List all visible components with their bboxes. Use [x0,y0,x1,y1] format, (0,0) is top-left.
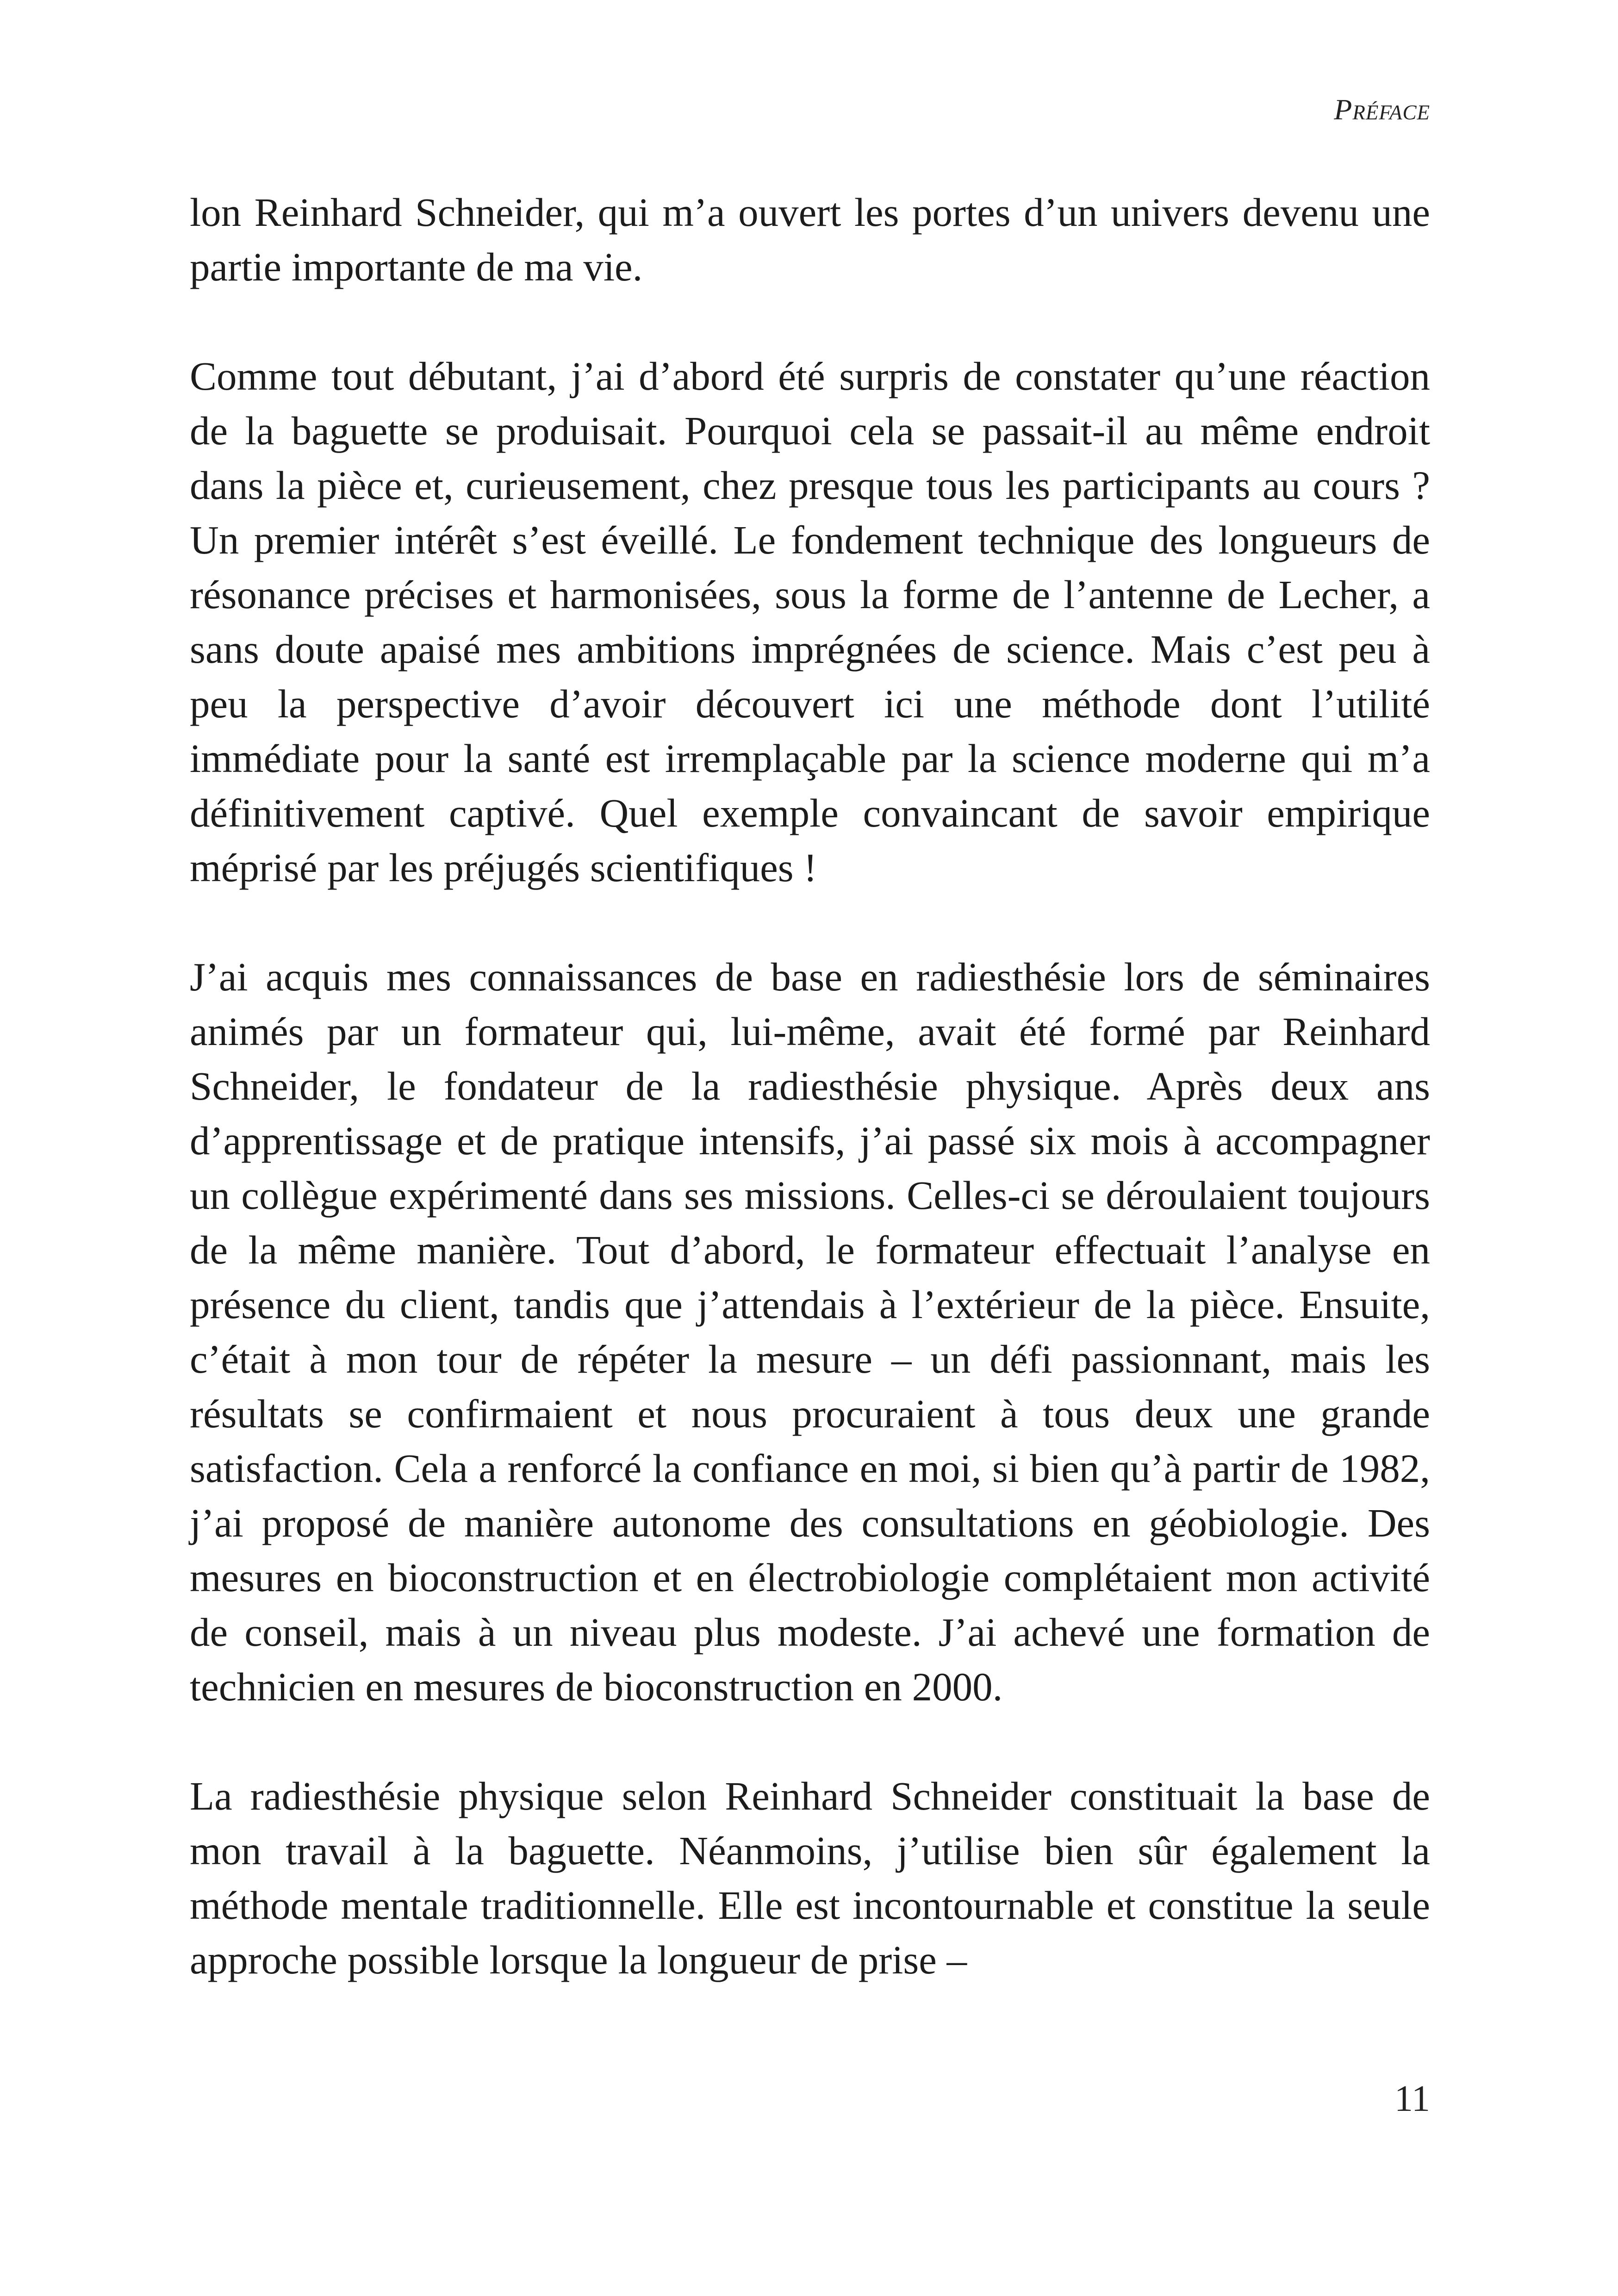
body-text [190,185,1430,1987]
paragraph-1: lon Reinhard Schneider, qui m’a ouvert les portes d’un univers devenu une partie importante de ma vie. [190,190,1430,289]
running-header: Préface [1334,93,1430,126]
paragraph-3: J’ai acquis mes connaissances de base en radiesthésie lors de séminaires animés par un formateur qui, lui-même, avait été formé par Reinhard Schneider, le fondateur de la radiesthésie physique. Après deux ans d’apprentissage et de pratique intensifs, j’ai passé six mois à accompagner un collègue expérimenté dans ses missions. Celles-ci se déroulaient toujours de la même manière. Tout d’abord, le formateur effectuait l’analyse en présence du client, tandis que j’attendais à l’extérieur de la pièce. Ensuite, c’était à mon tour de répéter la mesure – un défi passionnant, mais les résultats se confirmaient et nous procuraient à tous deux une grande satisfaction. Cela a renforcé la confiance en moi, si bien qu’à partir de 1982, j’ai proposé de manière autonome des consultations en géobiologie. Des mesures en bioconstruction et en électrobiologie complétaient mon activité de conseil, mais à un niveau plus modeste. J’ai achevé une formation de technicien en mesures de bioconstruction en 2000. [190,954,1430,1709]
paragraph-4: La radiesthésie physique selon Reinhard Schneider constituait la base de mon travail à la baguette. Néanmoins, j’utilise bien sûr également la méthode mentale traditionnelle. Elle est incontournable et constitue la seule approche possible lorsque la longueur de prise – [190,1773,1430,1982]
page-number: 11 [1394,2078,1430,2119]
paragraph-2: Comme tout débutant, j’ai d’abord été surpris de constater qu’une réaction de la baguette se produisait. Pourquoi cela se passait-il au même endroit dans la pièce et, curieusement, chez presque tous les participants au cours ? Un premier intérêt s’est éveillé. Le fondement technique des longueurs de résonance précises et harmonisées, sous la forme de l’antenne de Lecher, a sans doute apaisé mes ambitions imprégnées de science. Mais c’est peu à peu la perspective d’avoir découvert ici une méthode dont l’utilité immédiate pour la santé est irremplaçable par la science moderne qui m’a définitivement captivé. Quel exemple convaincant de savoir empirique méprisé par les préjugés scientifiques ! [190,354,1430,890]
